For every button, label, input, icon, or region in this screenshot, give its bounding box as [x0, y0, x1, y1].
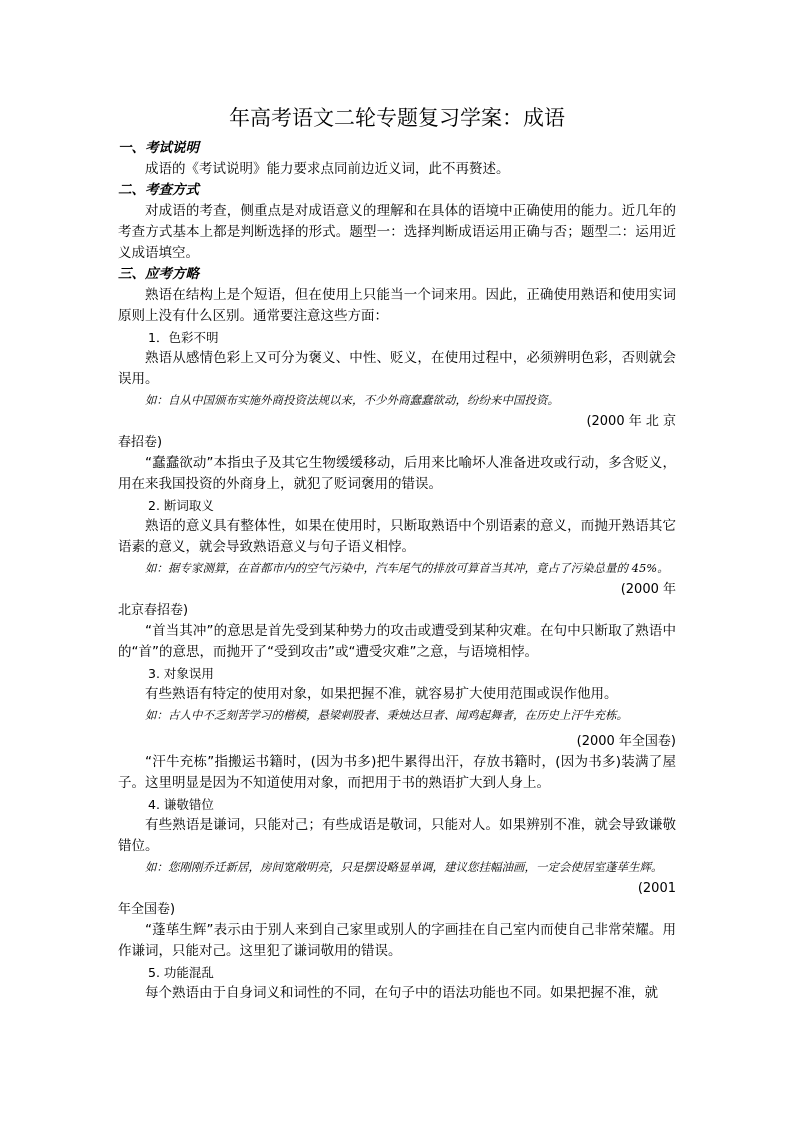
- point-title: 2. 断词取义: [148, 498, 214, 513]
- point-analysis: “汗牛充栋”指搬运书籍时，(因为书多)把牛累得出汗，存放书籍时，(因为书多)装满了屋子。这里明显是因为不知道使用对象，而把用于书的熟语扩大到人身上。: [118, 754, 676, 791]
- point-text: 有些熟语有特定的使用对象，如果把握不准，就容易扩大使用范围或误作他用。: [145, 686, 618, 702]
- document-page: [118, 104, 676, 1004]
- point-text: 有些熟语是谦词，只能对己；有些成语是敬词，只能对人。如果辨别不准，就会导致谦敬错位。: [118, 817, 676, 854]
- example-source: (2000 年全国卷): [576, 734, 676, 749]
- point-title: 4. 谦敬错位: [148, 797, 214, 812]
- point-example: 如：自从中国颁布实施外商投资法规以来，不少外商蠢蠢欲动，纷纷来中国投资。: [145, 393, 559, 407]
- point-analysis: “蠢蠢欲动”本指虫子及其它生物缓缓移动，后用来比喻坏人准备进攻或行动，多含贬义，用在来我国投资的外商身上，就犯了贬词褒用的错误。: [118, 455, 676, 492]
- section-heading-exam-method: 二、考查方式: [118, 182, 199, 198]
- example-source: (2000 年: [620, 582, 676, 597]
- section-heading-exam-notes: 一、考试说明: [118, 140, 199, 156]
- point-analysis: “蓬荜生辉”表示由于别人来到自己家里或别人的字画挂在自己室内而使自己非常荣耀。用作谦词，只能对己。这里犯了谦词敬用的错误。: [118, 922, 676, 959]
- point-title: 1．色彩不明: [148, 330, 219, 345]
- page-title: 年高考语文二轮专题复习学案：成语: [229, 106, 565, 130]
- point-text: 熟语从感情色彩上又可分为褒义、中性、贬义，在使用过程中，必须辨明色彩，否则就会误用。: [118, 350, 676, 387]
- example-source-cont: 春招卷): [118, 435, 163, 450]
- section-heading-strategy: 三、应考方略: [118, 266, 199, 282]
- point-example: 如：古人中不乏刻苦学习的楷模，悬梁刺股者、秉烛达旦者、闻鸡起舞者，在历史上汗牛充栋。: [145, 708, 628, 722]
- point-text: 熟语的意义具有整体性，如果在使用时，只断取熟语中个别语素的意义，而抛开熟语其它语素的意义，就会导致熟语意义与句子语义相悖。: [118, 518, 676, 555]
- section-paragraph: 对成语的考查，侧重点是对成语意义的理解和在具体的语境中正确使用的能力。近几年的考查方式基本上都是判断选择的形式。题型一：选择判断成语运用正确与否；题型二：运用近义成语填空。: [118, 203, 676, 261]
- section-intro: 熟语在结构上是个短语，但在使用上只能当一个词来用。因此，正确使用熟语和使用实词原则上没有什么区别。通常要注意这些方面：: [118, 287, 676, 324]
- point-example: 如：您刚刚乔迁新居，房间宽敞明亮，只是摆设略显单调，建议您挂幅油画，一定会使居室蓬荜生辉。: [145, 860, 663, 874]
- point-title: 5. 功能混乱: [148, 965, 214, 980]
- example-source: (2001: [637, 881, 676, 896]
- section-paragraph: 成语的《考试说明》能力要求点同前边近义词，此不再赘述。: [145, 161, 510, 177]
- example-source: (2000 年 北 京: [586, 414, 676, 429]
- point-text: 每个熟语由于自身词义和词性的不同，在句子中的语法功能也不同。如果把握不准，就: [145, 985, 658, 1001]
- point-title: 3. 对象误用: [148, 666, 214, 681]
- example-source-cont: 年全国卷): [118, 902, 176, 917]
- point-example: 如：据专家测算，在首都市内的空气污染中，汽车尾气的排放可算首当其冲，竟占了污染总量的 45%。: [145, 561, 669, 575]
- point-analysis: “首当其冲”的意思是首先受到某种势力的攻击或遭受到某种灾难。在句中只断取了熟语中的“首”的意思，而抛开了“受到攻击”或“遭受灾难”之意，与语境相悖。: [118, 623, 676, 660]
- example-source-cont: 北京春招卷): [118, 603, 189, 618]
